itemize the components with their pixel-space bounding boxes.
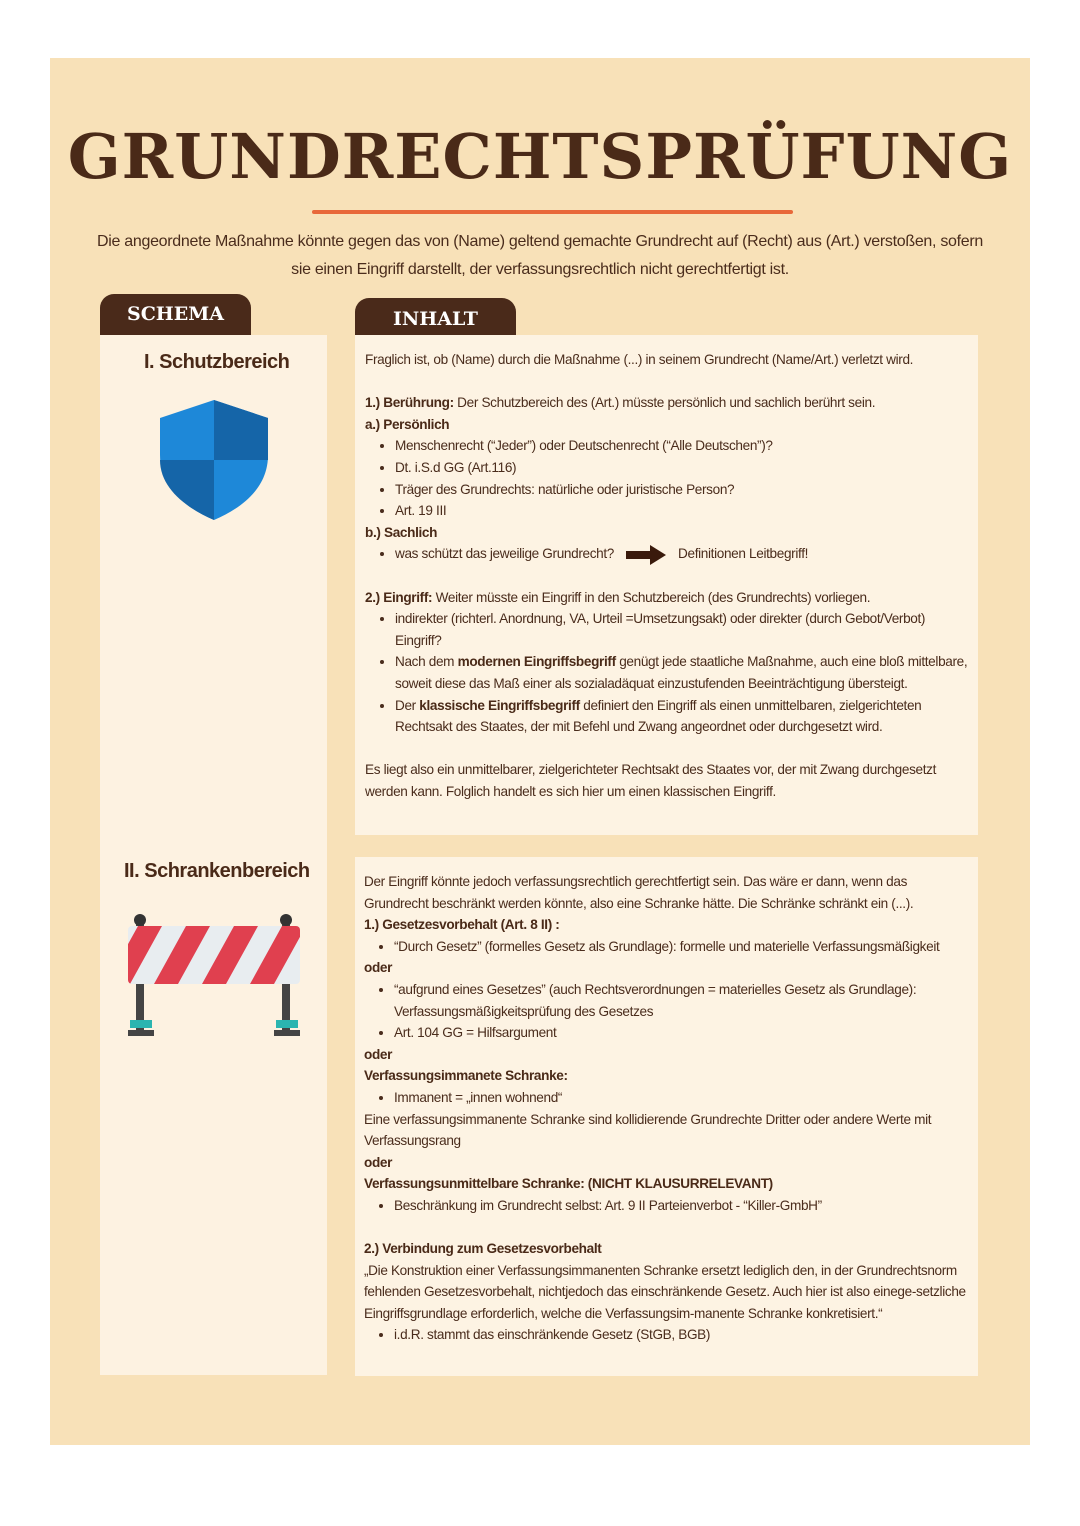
list-item: • Beschränkung im Grundrecht selbst: Art. 9 II Parteienverbot - “Killer-GmbH”: [394, 1195, 968, 1217]
section-schutzbereich: I. Schutzbereich: [144, 351, 290, 373]
page-title: GRUNDRECHTSPRÜFUNG: [67, 120, 1013, 193]
intro-text: Der Eingriff könnte jedoch verfassungsrechtlich gerechtfertigt sein. Das wäre er dann, wenn das Grundrecht beschränkt werden könnte, also eine Schranke hätte. Die Schränke schränkt ein (...).: [364, 874, 914, 911]
arrow-right-icon: [626, 545, 666, 565]
immanente-text: Eine verfassungsimmanente Schranke sind kollidierende Grundrechte Dritter oder andere Werte mit Verfassungsrang: [364, 1111, 932, 1149]
tab-schema: SCHEMA: [100, 294, 251, 335]
eingriff-text: 2.) Eingriff: Weiter müsste ein Eingriff in den Schutzbereich (des Grundrechts) vorliegen.: [365, 589, 871, 605]
beruehrung-text: 1.) Berührung: Der Schutzbereich des (Art.) müsste persönlich und sachlich berührt sein.: [365, 395, 876, 411]
title-underline: [312, 210, 793, 214]
shield-icon: [160, 400, 268, 520]
oder-label: oder: [364, 960, 393, 976]
content-box-schrankenbereich: [355, 857, 978, 1376]
conclusion-text: Es liegt also ein unmittelbarer, zielgerichteter Rechtsakt des Staates vor, der mit Zwang durchgesetzt werden kann. Folglich handelt es sich hier um einen klassischen Eingriff.: [365, 762, 937, 799]
barrier-icon: [126, 912, 304, 1040]
persoenlich-heading: a.) Persönlich: [365, 416, 450, 432]
content-box-schutzbereich: [355, 335, 978, 835]
list-item: • Dt. i.S.d GG (Art.116): [395, 457, 968, 479]
sachlich-heading: b.) Sachlich: [365, 524, 438, 540]
list-item: • Art. 104 GG = Hilfsargument: [394, 1022, 968, 1044]
immanente-heading: Verfassungsimmanete Schranke:: [364, 1068, 568, 1084]
list-item: • Menschenrecht (“Jeder”) oder Deutschenrecht (“Alle Deutschen”)?: [395, 435, 968, 457]
list-item: • Der klassische Eingriffsbegriff definiert den Eingriff als einen unmittelbaren, zielgerichteten Rechtsakt des Staates, der mit Befehl und Zwang angeordnet oder durchgesetzt wird.: [395, 695, 968, 738]
list-item: • Immanent = „innen wohnend“: [394, 1087, 968, 1109]
verbindung-quote: „Die Konstruktion einer Verfassungsimmanenten Schranke ersetzt lediglich den, in der Grundrechtsnorm fehlenden Gesetzesvorbehalt, nichtjedoch das einschränkende Gesetz. Auch hier ist also einege-setzliche Eingriffsgrundlage erforderlich, welche die Verfassungsim-manente Schranke konkretisiert.“: [364, 1262, 966, 1321]
oder-label: oder: [364, 1154, 393, 1170]
subtitle: Die angeordnete Maßnahme könnte gegen das von (Name) geltend gemachte Grundrecht auf (Recht) aus (Art.) verstoßen, sofern sie einen Eingriff darstellt, der verfassungsrechtlich nicht gerechtfertigt ist.: [97, 233, 983, 278]
unmittelbare-heading: Verfassungsunmittelbare Schranke: (NICHT KLAUSURRELEVANT): [364, 1176, 773, 1192]
list-item: • Nach dem modernen Eingriffsbegriff genügt jede staatliche Maßnahme, auch eine bloß mittelbare, soweit diese das Maß einer als sozialadäquat einzustufenden Beeinträchtigung übersteigt.: [395, 651, 968, 694]
persoenlich-list: [365, 435, 968, 521]
list-item: • i.d.R. stammt das einschränkende Gesetz (StGB, BGB): [394, 1324, 968, 1346]
section-schrankenbereich: II. Schrankenbereich: [124, 860, 310, 882]
list-item: • Träger des Grundrechts: natürliche oder juristische Person?: [395, 479, 968, 501]
list-item: • was schützt das jeweilige Grundrecht? Definitionen Leitbegriff!: [395, 543, 968, 565]
list-item: • indirekter (richterl. Anordnung, VA, Urteil =Umsetzungsakt) oder direkter (durch Gebot/Verbot) Eingriff?: [395, 608, 968, 651]
intro-text: Fraglich ist, ob (Name) durch die Maßnahme (...) in seinem Grundrecht (Name/Art.) verletzt wird.: [365, 352, 914, 367]
tab-inhalt: INHALT: [355, 298, 516, 336]
gesetzesvorbehalt-heading: 1.) Gesetzesvorbehalt (Art. 8 II) :: [364, 917, 560, 933]
list-item: • “aufgrund eines Gesetzes” (auch Rechtsverordnungen = materielles Gesetz als Grundlage): Verfassungsmäßigkeitsprüfung des Gesetzes: [394, 979, 968, 1022]
verbindung-heading: 2.) Verbindung zum Gesetzesvorbehalt: [364, 1241, 602, 1257]
list-item: • “Durch Gesetz” (formelles Gesetz als Grundlage): formelle und materielle Verfassungsmäßigkeit: [394, 936, 968, 958]
list-item: • Art. 19 III: [395, 500, 968, 522]
oder-label: oder: [364, 1046, 393, 1062]
eingriff-list: [365, 608, 968, 738]
